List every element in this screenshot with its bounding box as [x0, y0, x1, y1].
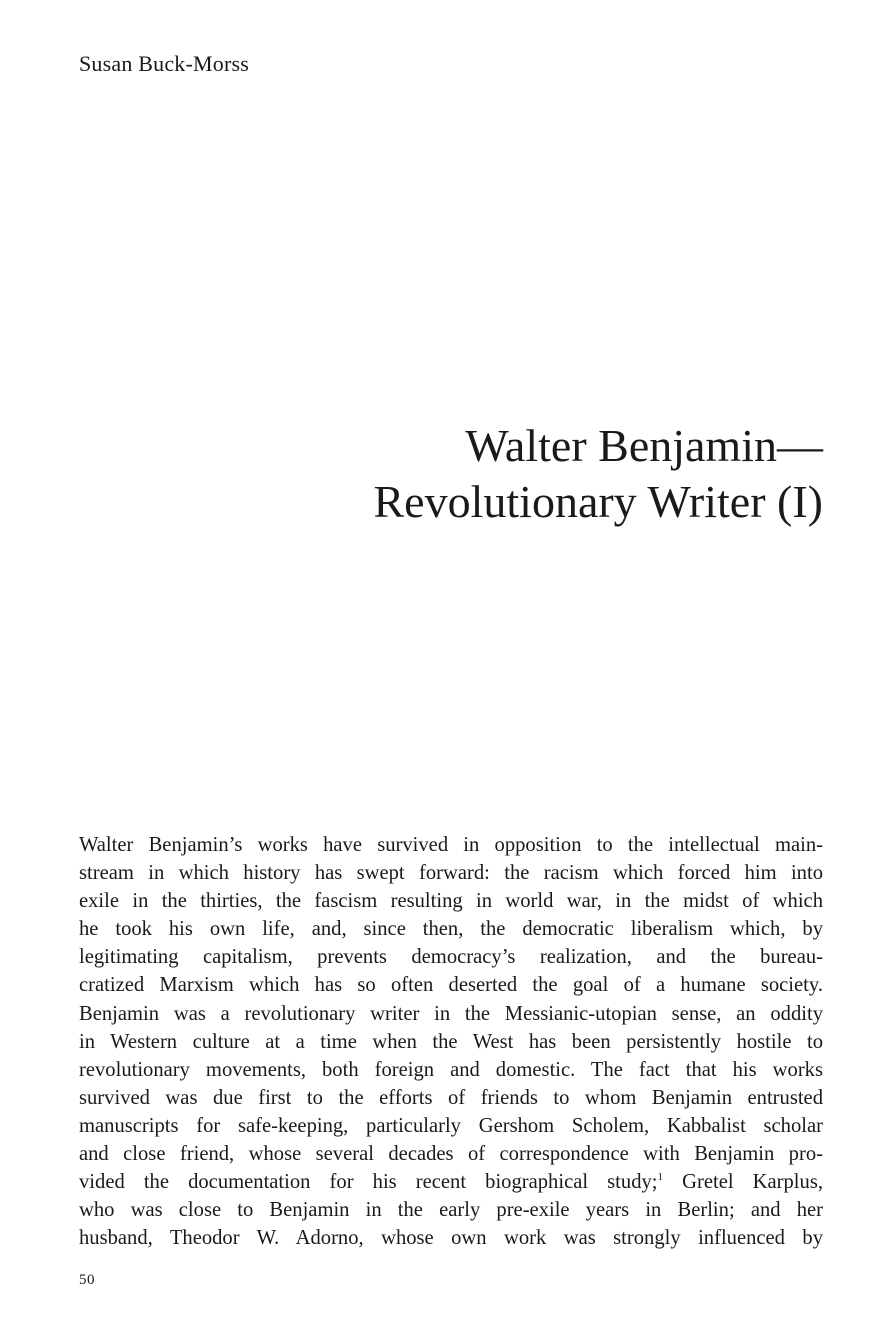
body-line: cratized Marxism which has so often deserted the goal of a humane society. [79, 974, 823, 997]
body-line: he took his own life, and, since then, the democratic liberalism which, by [79, 918, 823, 941]
chapter-title-line-2: Revolutionary Writer (I) [373, 476, 823, 527]
body-line: Benjamin was a revolutionary writer in the Messianic-utopian sense, an oddity [79, 1002, 823, 1025]
body-line-text: vided the documentation for his recent biographical study; [79, 1171, 658, 1194]
chapter-title-line-1: Walter Benjamin— [465, 420, 823, 471]
chapter-title [123, 418, 823, 530]
body-line-tail: Gretel Karplus, [663, 1171, 823, 1194]
page-number: 50 [79, 1272, 95, 1288]
body-line: who was close to Benjamin in the early pre-exile years in Berlin; and her [79, 1199, 823, 1222]
body-line: manuscripts for safe-keeping, particularly Gershom Scholem, Kabbalist scholar [79, 1114, 823, 1137]
body-line: and close friend, whose several decades of correspondence with Benjamin pro- [79, 1143, 823, 1166]
body-line: legitimating capitalism, prevents democracy’s realization, and the bureau- [79, 946, 823, 969]
body-line: survived was due first to the efforts of friends to whom Benjamin entrusted [79, 1086, 823, 1109]
body-line: revolutionary movements, both foreign and domestic. The fact that his works [79, 1058, 823, 1081]
footnote-reference[interactable]: 1 [657, 1171, 664, 1184]
body-paragraph [79, 831, 823, 1252]
body-line: stream in which history has swept forward: the racism which forced him into [79, 862, 823, 885]
body-line: Walter Benjamin’s works have survived in opposition to the intellectual main- [79, 834, 823, 856]
body-line: exile in the thirties, the fascism resulting in world war, in the midst of which [79, 890, 823, 913]
body-line: husband, Theodor W. Adorno, whose own work was strongly influenced by [79, 1227, 823, 1250]
body-line-with-footnote [79, 1168, 823, 1196]
body-line: in Western culture at a time when the West has been persistently hostile to [79, 1030, 823, 1053]
running-head-author: Susan Buck-Morss [79, 51, 250, 76]
